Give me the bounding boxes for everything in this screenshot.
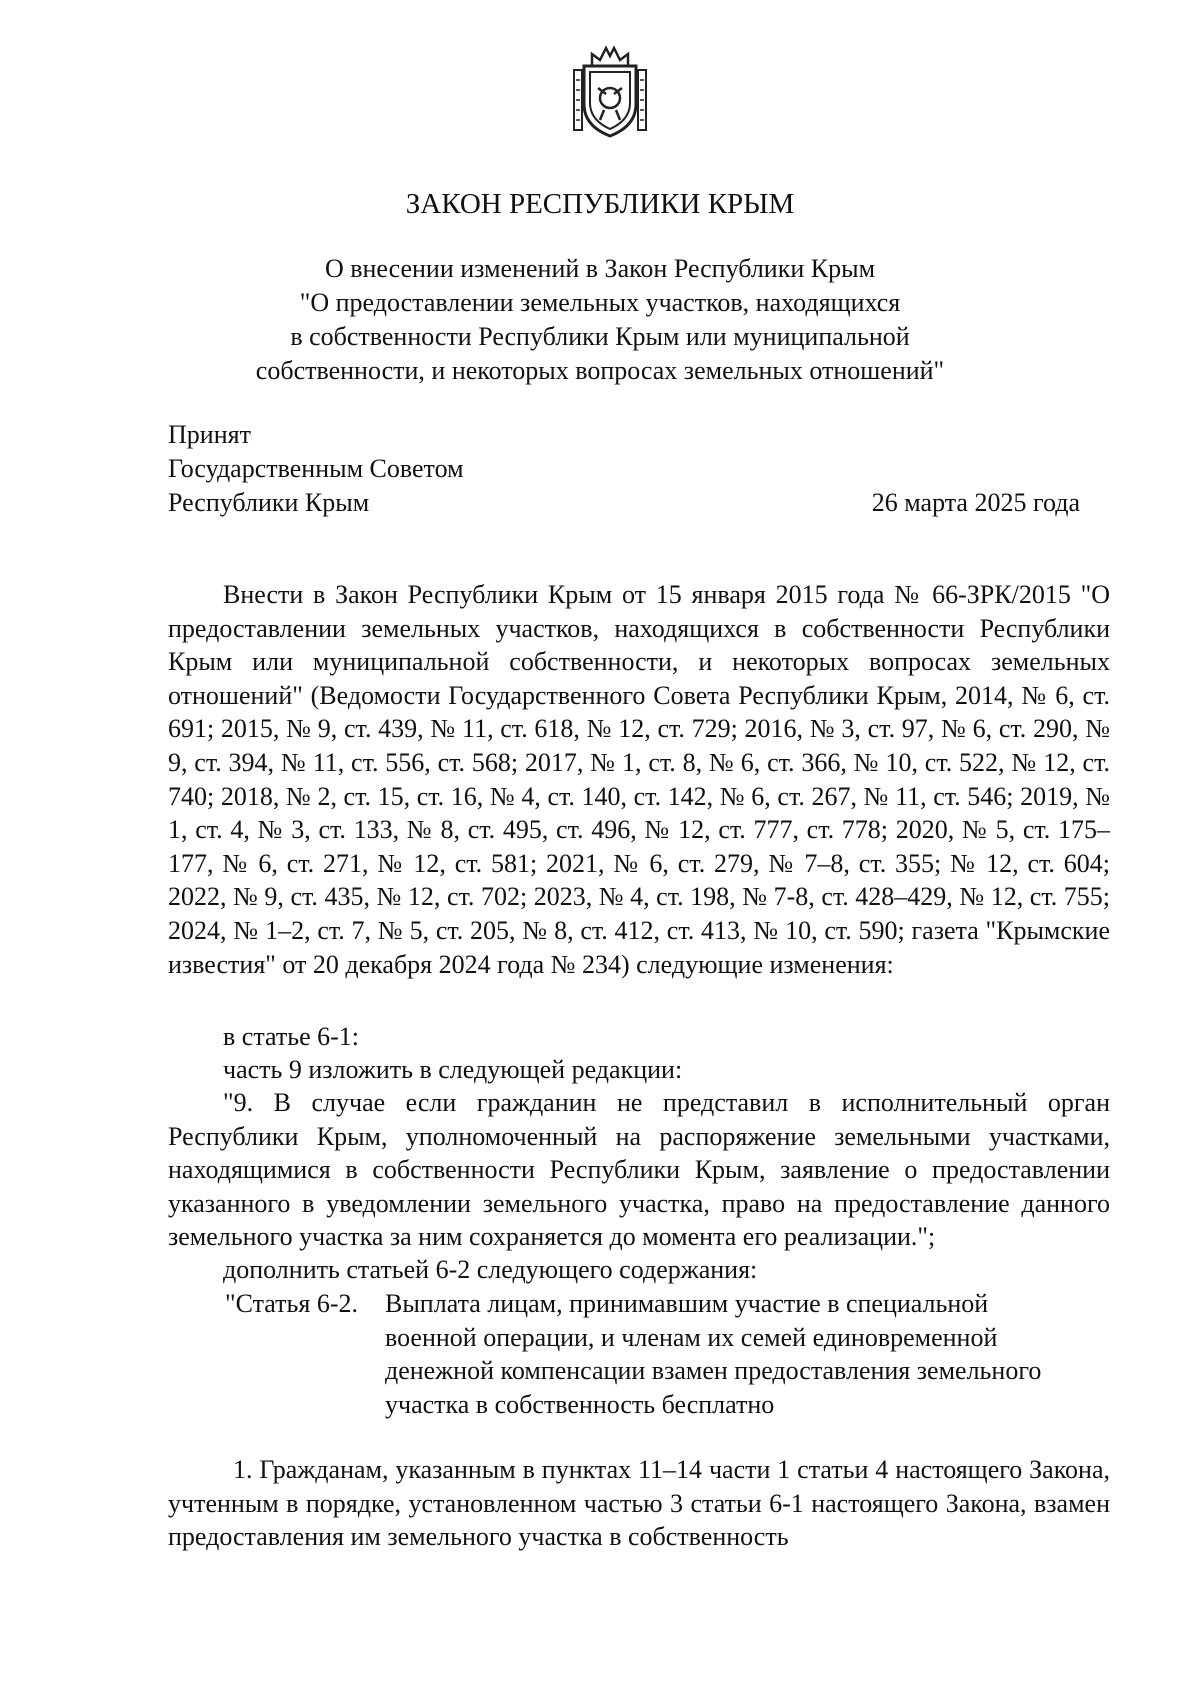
article-heading-line: Выплата лицам, принимавшим участие в специальной (385, 1289, 989, 1318)
part9-text: "9. В случае если гражданин не представил в исполнительный орган Республики Крым, уполномоченный на распоряжение земельными участками, находящимися в собственности Республики Крым, заявление о предоставлении указанного в уведомлении земельного участка, право на предоставление данного земельного участка за ним сохраняется до момента его реализации."; (168, 1088, 1110, 1251)
subtitle-line: "О предоставлении земельных участков, находящихся (299, 288, 901, 317)
article-heading-line: военной операции, и членам их семей единовременной (385, 1322, 998, 1352)
article-label: "Статья 6-2. (225, 1289, 358, 1318)
article-heading (225, 1287, 1105, 1421)
adopted-line: Государственным Советом (168, 454, 464, 483)
subtitle-line: собственности, и некоторых вопросах земельных отношений" (255, 356, 945, 385)
adopted-line: Принят (168, 420, 251, 449)
in-article-line: в статье 6-1: (223, 1022, 360, 1051)
adoption-date: 26 марта 2025 года (871, 488, 1080, 517)
subtitle-line: в собственности Республики Крым или муниципальной (290, 322, 910, 351)
adopted-line: Республики Крым (168, 488, 370, 517)
article-heading-line: участка в собственность бесплатно (385, 1389, 775, 1419)
article-heading-line: денежной компенсации взамен предоставления земельного (385, 1356, 1042, 1385)
law-subtitle (0, 252, 1200, 388)
coat-of-arms-icon (570, 40, 650, 140)
add-article-line: дополнить статьей 6-2 следующего содержания: (223, 1255, 758, 1284)
intro-paragraph: Внести в Закон Республики Крым от 15 января 2015 года № 66-ЗРК/2015 "О предоставлении земельных участков, находящихся в собственности Республики Крым или муниципальной собственности, и некоторых вопросах земельных отношений" (Ведомости Государственного Совета Республики Крым, 2014, № 6, ст. 691; 2015, № 9, ст. 439, № 11, ст. 618, № 12, ст. 729; 2016, № 3, ст. 97, № 6, ст. 290, № 9, ст. 394, № 11, ст. 556, ст. 568; 2017, № 1, ст. 8, № 6, ст. 366, № 10, ст. 522, № 12, ст. 740; 2018, № 2, ст. 15, ст. 16, № 4, ст. 140, ст. 142, № 6, ст. 267, № 11, ст. 546; 2019, № 1, ст. 4, № 3, ст. 133, № 8, ст. 495, ст. 496, № 12, ст. 777, ст. 778; 2020, № 5, ст. 175–177, № 6, ст. 271, № 12, ст. 581; 2021, № 6, ст. 279, № 7–8, ст. 355; № 12, ст. 604; 2022, № 9, ст. 435, № 12, ст. 702; 2023, № 4, ст. 198, № 7-8, ст. 428–429, № 12, ст. 755; 2024, № 1–2, ст. 7, № 5, ст. 205, № 8, ст. 412, ст. 413, № 10, ст. 590; газета "Крымские известия" от 20 декабря 2024 года № 234) следующие изменения: (168, 580, 1110, 979)
subtitle-line: О внесении изменений в Закон Республики Крым (324, 254, 876, 283)
part9-intro: часть 9 изложить в следующей редакции: (223, 1055, 683, 1084)
point1-text: 1. Гражданам, указанным в пунктах 11–14 части 1 статьи 4 настоящего Закона, учтенным в порядке, установленном частью 3 статьи 6-1 настоящего Закона, взамен предоставления им земельного участка в собственность (168, 1455, 1110, 1551)
law-title: ЗАКОН РЕСПУБЛИКИ КРЫМ (405, 188, 795, 220)
adopted-block (168, 418, 464, 520)
